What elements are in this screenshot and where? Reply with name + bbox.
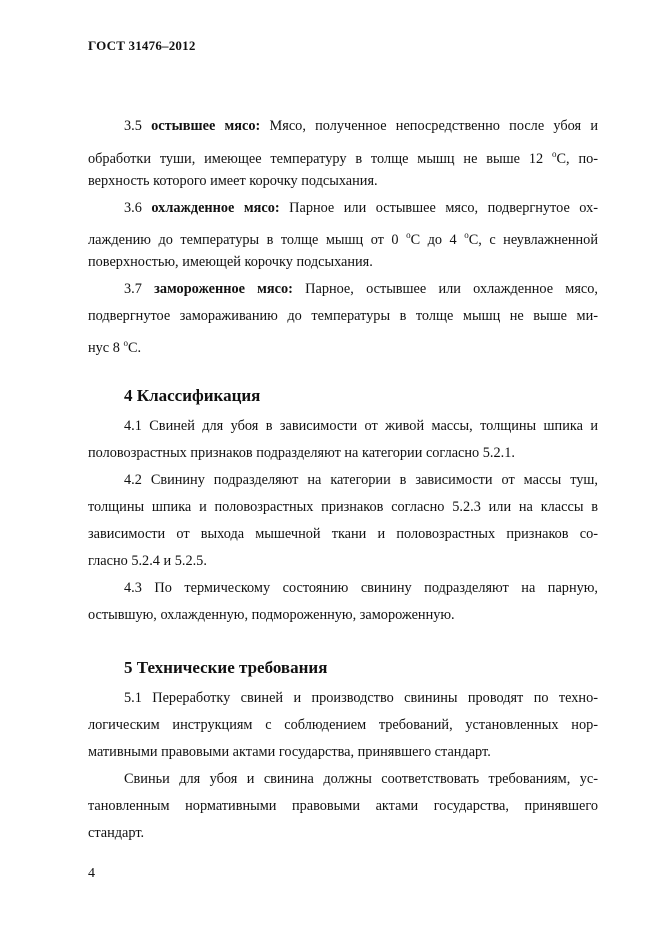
clause-text: лаждению до температуры в толще мышц от 0 [88,231,407,248]
clause-text: Мясо, полученное непосредственно после убоя и [260,118,599,134]
clause-number: 3.7 [124,281,155,297]
clause-4-2-line-4: гласно 5.2.4 и 5.2.5. [88,553,207,569]
term: замороженное мясо: [154,281,293,297]
degree-sign: о [123,338,128,348]
page-number: 4 [88,866,95,881]
paragraph-line-3: стандарт. [88,825,145,841]
clause-5-1-line-3: мативными правовыми актами государства, принявшего стандарт. [88,744,491,760]
clause-3-7-line-1 [124,280,598,298]
paragraph-line-1: Свиньи для убоя и свинина должны соответствовать требованиям, ус- [124,771,598,787]
paragraph-line-2: тановленным нормативными правовыми актами государства, принявшего [88,798,598,814]
term: остывшее мясо: [151,118,261,134]
clause-3-6-line-2 [88,226,598,249]
clause-3-7-line-2: подвергнутое замораживанию до температуры в толще мышц не выше ми- [88,308,598,324]
clause-4-2-line-3: зависимости от выхода мышечной ткани и половозрастных признаков со- [88,526,598,542]
clause-4-3-line-1: 4.3 По термическому состоянию свинину подразделяют на парную, [124,580,598,596]
clause-4-1-line-2: половозрастных признаков подразделяют на категории согласно 5.2.1. [88,445,515,461]
section-4-heading: 4 Классификация [124,386,261,405]
clause-text: Парное, остывшее или охлажденное мясо, [292,281,598,297]
clause-number: 3.5 [124,118,152,134]
clause-text: обработки туши, имеющее температуру в толще мышц не выше 12 [88,150,552,167]
clause-4-2-line-1: 4.2 Свинину подразделяют на категории в зависимости от массы туш, [124,472,598,488]
clause-3-5-line-1 [124,117,598,135]
clause-3-7-line-3 [88,334,598,357]
degree-sign: о [551,149,557,159]
clause-text: Парное или остывшее мясо, подвергнутое ох- [279,200,598,216]
section-5-heading: 5 Технические требования [124,658,328,677]
clause-3-6-line-3: поверхностью, имеющей корочку подсыхания. [88,254,373,270]
clause-text: С. [127,339,142,356]
clause-text: нус 8 [88,339,124,356]
clause-5-1-line-2: логическим инструкциям с соблюдением требований, установленных нор- [88,717,598,733]
clause-5-1-line-1: 5.1 Переработку свиней и производство свинины проводят по техно- [124,690,598,706]
degree-sign: о [464,230,469,240]
clause-text: С, по- [556,150,599,167]
clause-3-6-line-1 [124,199,598,217]
clause-number: 3.6 [124,200,152,216]
term: охлажденное мясо: [151,200,280,216]
clause-4-3-line-2: остывшую, охлажденную, подмороженную, замороженную. [88,607,455,623]
clause-4-2-line-2: толщины шпика и половозрастных признаков согласно 5.2.3 или на классы в [88,499,598,515]
clause-3-5-line-2 [88,145,598,168]
degree-sign: о [406,230,411,240]
clause-4-1-line-1: 4.1 Свиней для убоя в зависимости от живой массы, толщины шпика и [124,418,598,434]
clause-text: С, с неувлажненной [468,231,598,248]
clause-3-5-line-3: верхность которого имеет корочку подсыхания. [88,173,378,189]
document-header: ГОСТ 31476–2012 [88,38,196,53]
clause-text: С до 4 [410,231,465,248]
